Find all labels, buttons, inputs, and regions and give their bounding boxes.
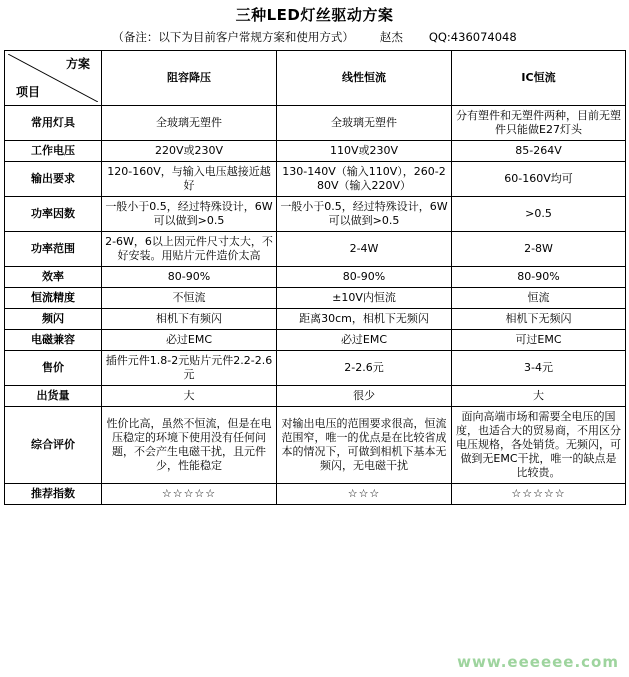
row-label-output-requirement: 输出要求 [5,162,102,197]
cell-5-1: 80-90% [277,267,452,288]
cell-1-2: 85-264V [452,141,626,162]
table-row [5,407,626,484]
cell-6-1: ±10V内恒流 [277,288,452,309]
cell-8-0: 必过EMC [102,330,277,351]
subtitle-row [4,26,625,50]
cell-5-2: 80-90% [452,267,626,288]
row-label-recommendation-index: 推荐指数 [5,484,102,505]
table-row [5,484,626,505]
comparison-table [4,50,626,505]
cell-10-1: 很少 [277,386,452,407]
cell-1-1: 110V或230V [277,141,452,162]
row-label-price: 售价 [5,351,102,386]
table-row [5,288,626,309]
cell-11-0: 性价比高，虽然不恒流，但是在电压稳定的环境下使用没有任何问题，不会产生电磁干扰，且元件少，性能稳定 [102,407,277,484]
cell-9-1: 2-2.6元 [277,351,452,386]
cell-3-0: 一般小于0.5，经过特殊设计，6W可以做到>0.5 [102,197,277,232]
cell-10-2: 大 [452,386,626,407]
table-row [5,330,626,351]
table-row [5,386,626,407]
document-note: （备注：以下为目前客户常规方案和使用方式） [112,30,354,44]
row-label-working-voltage: 工作电压 [5,141,102,162]
cell-4-0: 2-6W，6以上因元件尺寸太大，不好安装。用贴片元件造价太高 [102,232,277,267]
cell-2-0: 120-160V，与输入电压越接近越好 [102,162,277,197]
cell-3-1: 一般小于0.5，经过特殊设计，6W可以做到>0.5 [277,197,452,232]
cell-9-2: 3-4元 [452,351,626,386]
watermark: www.eeeeee.com [457,653,619,671]
row-label-shipment: 出货量 [5,386,102,407]
corner-bottom-label: 项目 [16,85,41,99]
cell-6-0: 不恒流 [102,288,277,309]
column-header-2: IC恒流 [452,51,626,106]
column-header-1: 线性恒流 [277,51,452,106]
cell-0-0: 全玻璃无塑件 [102,106,277,141]
cell-2-1: 130-140V（输入110V），260-280V（输入220V） [277,162,452,197]
table-row [5,351,626,386]
table-row [5,162,626,197]
cell-8-1: 必过EMC [277,330,452,351]
row-label-overall-review: 综合评价 [5,407,102,484]
row-label-common-lamp: 常用灯具 [5,106,102,141]
rating-stars-2: ☆☆☆☆☆ [452,484,626,505]
row-label-flicker: 频闪 [5,309,102,330]
table-row [5,309,626,330]
corner-header-cell [5,51,102,106]
contact-qq: QQ:436074048 [428,30,517,44]
table-row [5,141,626,162]
rating-stars-1: ☆☆☆ [277,484,452,505]
cell-11-1: 对输出电压的范围要求很高，恒流范围窄，唯一的优点是在比较省成本的情况下，可做到相机下基本无频闪，无电磁干扰 [277,407,452,484]
corner-top-label: 方案 [65,57,90,71]
table-row [5,197,626,232]
cell-9-0: 插件元件1.8-2元贴片元件2.2-2.6元 [102,351,277,386]
cell-7-2: 相机下无频闪 [452,309,626,330]
row-label-emc: 电磁兼容 [5,330,102,351]
row-label-current-accuracy: 恒流精度 [5,288,102,309]
table-row [5,106,626,141]
author-name: 赵杰 [379,30,403,44]
cell-8-2: 可过EMC [452,330,626,351]
cell-5-0: 80-90% [102,267,277,288]
rating-stars-0: ☆☆☆☆☆ [102,484,277,505]
cell-10-0: 大 [102,386,277,407]
cell-4-2: 2-8W [452,232,626,267]
cell-0-1: 全玻璃无塑件 [277,106,452,141]
cell-2-2: 60-160V均可 [452,162,626,197]
cell-6-2: 恒流 [452,288,626,309]
row-label-power-range: 功率范围 [5,232,102,267]
cell-0-2: 分有塑件和无塑件两种，目前无塑件只能做E27灯头 [452,106,626,141]
page-title: 三种LED灯丝驱动方案 [235,6,394,24]
table-header-row [5,51,626,106]
table-row [5,267,626,288]
table-row [5,232,626,267]
cell-4-1: 2-4W [277,232,452,267]
row-label-efficiency: 效率 [5,267,102,288]
cell-7-0: 相机下有频闪 [102,309,277,330]
cell-1-0: 220V或230V [102,141,277,162]
column-header-0: 阻容降压 [102,51,277,106]
row-label-power-factor: 功率因数 [5,197,102,232]
cell-3-2: >0.5 [452,197,626,232]
cell-11-2: 面向高端市场和需要全电压的国度，也适合大的贸易商，不用区分电压规格，各处销货。无频闪，可做到无EMC干扰，唯一的缺点是比较贵。 [452,407,626,484]
cell-7-1: 距离30cm，相机下无频闪 [277,309,452,330]
